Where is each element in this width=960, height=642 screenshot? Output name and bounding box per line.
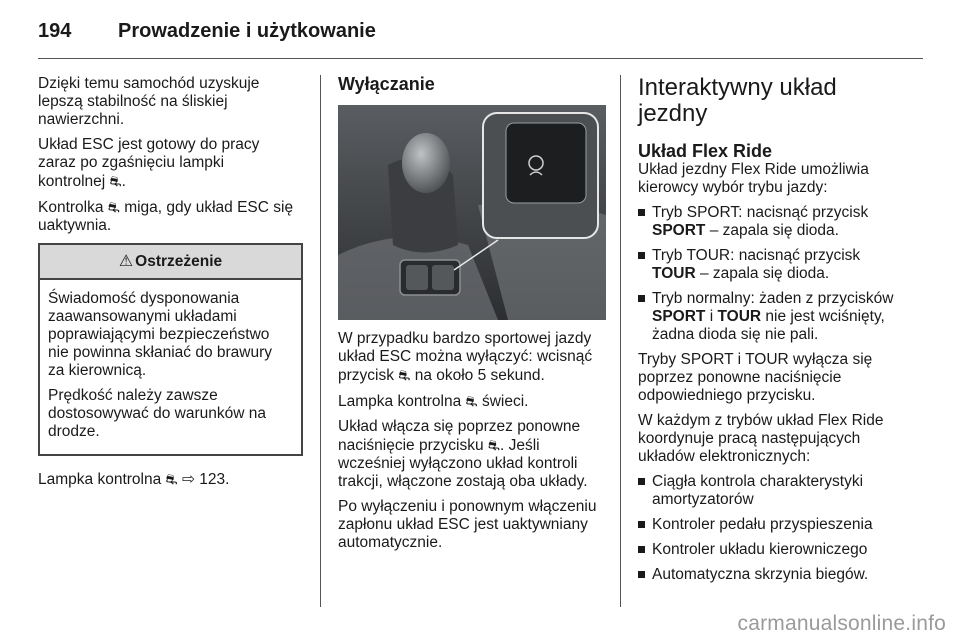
esc-icon: ⛐ — [107, 199, 120, 215]
paragraph — [38, 470, 303, 489]
warning-box — [38, 243, 303, 456]
text: – zapala się dioda. — [695, 265, 830, 282]
bullet-icon — [638, 571, 645, 578]
column-divider-2 — [620, 75, 621, 607]
text: . — [121, 173, 126, 190]
text: Tryb SPORT: nacisnąć przycisk — [652, 204, 869, 221]
paragraph: Prędkość należy zawsze dostosowywać do warunków na drodze. — [48, 387, 266, 440]
column-3 — [638, 75, 908, 591]
esc-button-illustration — [338, 105, 606, 320]
paragraph — [38, 198, 303, 235]
text: – zapala się dioda. — [705, 222, 839, 239]
esc-off-icon: ⛐ — [465, 393, 478, 409]
bold-text: TOUR — [717, 308, 762, 325]
list-item — [638, 204, 908, 240]
warning-icon: ⚠ — [118, 253, 134, 270]
page-title: Prowadzenie i użytkowanie — [118, 20, 376, 42]
esc-button-photo — [338, 105, 606, 320]
text: Lampka kontrolna — [338, 393, 462, 410]
bullet-icon — [638, 295, 645, 302]
list-item — [638, 541, 908, 559]
arrow-icon: ⇨ — [181, 471, 195, 488]
text: i — [705, 308, 718, 325]
list-item — [638, 473, 908, 509]
text: Automatyczna skrzynia biegów. — [652, 566, 869, 583]
paragraph: W każdym z trybów układ Flex Ride koordynuje pracą następujących układów elektronicznych: — [638, 412, 884, 465]
text: Tryb normalny: żaden z przycisków — [652, 290, 894, 307]
text: miga, gdy układ ESC się uaktywnia. — [38, 199, 294, 234]
text: świeci. — [481, 393, 529, 410]
text: Układ ESC jest gotowy do pracy zaraz po zgaśnięciu lampki kontrolnej — [38, 136, 260, 190]
paragraph — [338, 418, 606, 491]
text: Kontroler pedału przyspieszenia — [652, 516, 873, 533]
column-2 — [338, 75, 606, 559]
text: Układ włącza się poprzez ponowne naciśnięcie przycisku — [338, 418, 581, 454]
esc-icon: ⛐ — [398, 367, 411, 383]
bullet-icon — [638, 521, 645, 528]
list-item — [638, 566, 908, 584]
section-heading: Wyłączanie — [338, 74, 435, 94]
page-number: 194 — [38, 20, 72, 42]
bold-text: TOUR — [652, 265, 696, 282]
paragraph — [38, 136, 303, 191]
text: Ciągła kontrola charakterystyki amortyzatorów — [652, 473, 864, 508]
page-reference-link[interactable]: 123. — [199, 471, 230, 488]
paragraph: Świadomość dysponowania zaawansowanymi układami poprawiającymi bezpieczeństwo nie powinna skłaniać do brawury za kierownicą. — [48, 290, 273, 379]
text: W przypadku bardzo sportowej jazdy układ ESC można wyłączyć: wcisnąć przycisk — [338, 330, 593, 384]
paragraph — [338, 330, 606, 385]
text: Lampka kontrolna — [38, 471, 162, 488]
warning-title: Ostrzeżenie — [135, 253, 223, 270]
watermark: carmanualsonline.info — [737, 612, 946, 635]
list-item — [638, 247, 908, 283]
paragraph: Układ jezdny Flex Ride umożliwia kierowcy wybór trybu jazdy: — [638, 161, 869, 196]
paragraph — [338, 392, 606, 411]
column-1 — [38, 75, 303, 496]
column-divider-1 — [320, 75, 321, 607]
paragraph: Dzięki temu samochód uzyskuje lepszą stabilność na śliskiej nawierzchni. — [38, 75, 260, 128]
list-item — [638, 516, 908, 534]
text: na około 5 sekund. — [414, 367, 545, 384]
paragraph: Tryby SPORT i TOUR wyłącza się poprzez ponowne naciśnięcie odpowiedniego przycisku. — [638, 351, 873, 404]
text: Kontrolka — [38, 199, 104, 216]
bold-text: SPORT — [652, 222, 706, 239]
bullet-icon — [638, 478, 645, 485]
warning-header — [40, 245, 301, 280]
bold-text: SPORT — [652, 308, 706, 325]
text: nie jest wciśnięty, żadna dioda się nie pali. — [652, 308, 885, 343]
bullet-icon — [638, 209, 645, 216]
text: Kontroler układu kierowniczego — [652, 541, 868, 558]
text: . Jeśli wcześniej wyłączono układ kontroli trakcji, włączone zostają oba układy. — [338, 437, 588, 490]
esc-icon: ⛐ — [487, 437, 500, 453]
header-divider — [38, 58, 923, 59]
page-header — [38, 20, 923, 60]
esc-icon: ⛐ — [109, 173, 122, 189]
subsection-heading: Układ Flex Ride — [638, 141, 773, 161]
text: Tryb TOUR: nacisnąć przycisk — [652, 247, 861, 264]
bullet-icon — [638, 546, 645, 553]
paragraph: Po wyłączeniu i ponownym włączeniu zapłonu układ ESC jest uaktywniany automatycznie. — [338, 498, 597, 551]
warning-body — [40, 280, 301, 454]
section-heading: Interaktywny układ jezdny — [638, 74, 837, 127]
esc-icon: ⛐ — [165, 471, 178, 487]
list-item — [638, 290, 908, 344]
bullet-icon — [638, 252, 645, 259]
